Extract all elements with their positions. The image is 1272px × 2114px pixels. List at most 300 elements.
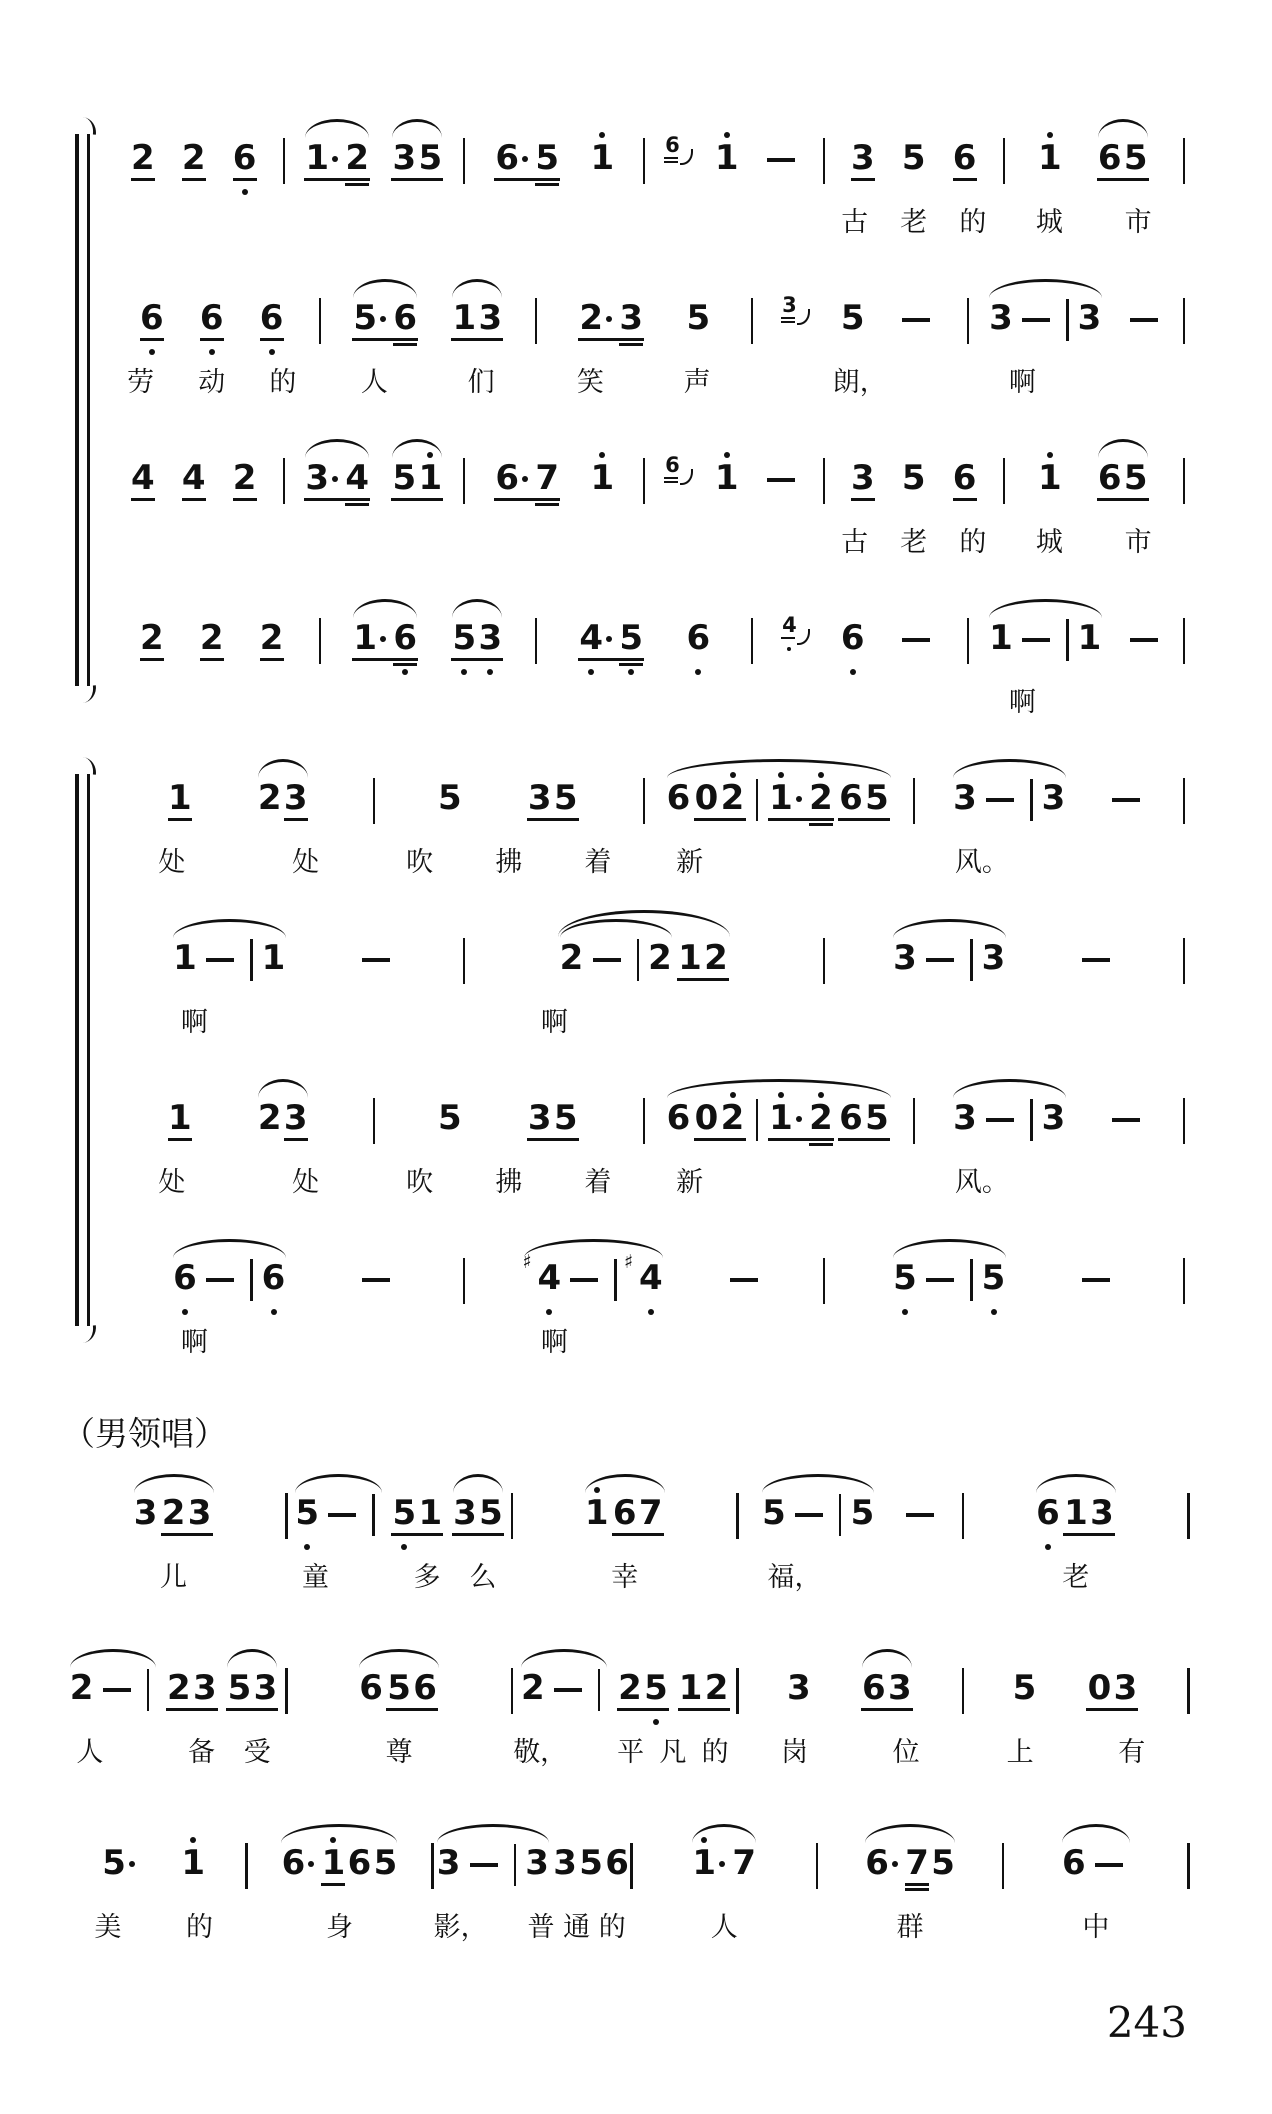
note: 2 xyxy=(520,1668,545,1708)
lyrics-row xyxy=(375,846,643,882)
sharp-icon: ♯ xyxy=(522,1251,532,1273)
slur-group xyxy=(890,932,1009,996)
note: 6 xyxy=(839,778,863,818)
augmentation-dot xyxy=(522,156,528,162)
note: 5 xyxy=(981,1252,1007,1316)
note: 5 xyxy=(579,1843,603,1883)
measure xyxy=(62,1662,285,1772)
lyric-syllable: 凡 xyxy=(659,1737,687,1768)
measure xyxy=(513,1662,736,1772)
duration-underline xyxy=(233,498,257,501)
note: 1 xyxy=(989,618,1013,658)
note: 3 xyxy=(850,132,876,196)
note: 6 xyxy=(1097,458,1122,498)
barline xyxy=(1066,619,1069,661)
octave-dot-low xyxy=(149,349,155,355)
lyric-syllable: 着 xyxy=(584,1167,612,1198)
lyrics-row xyxy=(964,1736,1187,1772)
duration-underline xyxy=(168,1138,192,1141)
lyric-syllable: 影， xyxy=(433,1912,488,1943)
lyric-syllable: 动 xyxy=(198,367,226,398)
system-accolade xyxy=(75,134,90,686)
slur-group xyxy=(518,1662,611,1726)
lyric-syllable: 岗 xyxy=(781,1737,809,1768)
duration-dash xyxy=(1095,1863,1123,1867)
duration-dash xyxy=(1022,638,1050,642)
note: 2 xyxy=(139,612,165,676)
notes-row xyxy=(1005,452,1183,526)
lyrics-row xyxy=(465,206,643,242)
slur-group xyxy=(356,1662,442,1726)
beam-group xyxy=(164,1662,220,1726)
measure xyxy=(818,1837,1001,1947)
duration-underline xyxy=(664,157,678,159)
solo-section xyxy=(62,1412,1190,1947)
lyric-syllable: 古 xyxy=(841,527,869,558)
lyric-syllable: 人 xyxy=(710,1912,738,1943)
lyric-syllable xyxy=(284,1326,463,1362)
lyric-syllable xyxy=(753,366,824,402)
duration-dash xyxy=(362,958,390,962)
measure xyxy=(825,932,1183,1042)
note: 2 xyxy=(720,1092,746,1156)
lyric-syllable xyxy=(823,1166,912,1202)
barline xyxy=(1183,298,1186,344)
augmentation-dot xyxy=(380,636,386,642)
slur-group xyxy=(302,452,372,516)
note: 3 xyxy=(1041,778,1066,818)
measure xyxy=(825,1252,1183,1362)
note: 3 xyxy=(786,1668,811,1708)
duration-underline xyxy=(345,183,369,186)
music-line xyxy=(62,1487,1190,1597)
slur-group xyxy=(582,1487,668,1551)
measure xyxy=(753,612,967,722)
slur-group xyxy=(449,292,505,356)
lyric-syllable: 的 xyxy=(185,1912,213,1943)
slur-group xyxy=(890,1252,1009,1316)
lyrics-row xyxy=(62,1736,285,1772)
note: 3 xyxy=(893,938,917,978)
notes-row xyxy=(105,772,373,846)
duration-underline xyxy=(619,343,643,346)
lyrics-row xyxy=(105,526,283,562)
augmentation-dot xyxy=(332,476,338,482)
augmentation-dot xyxy=(892,1861,898,1867)
music-line xyxy=(105,452,1185,562)
duration-underline xyxy=(781,317,795,319)
note: 6 xyxy=(612,1493,637,1533)
notes-row xyxy=(62,1487,285,1561)
note: 6 xyxy=(359,1668,383,1708)
lyrics-row xyxy=(969,686,1183,722)
lyric-syllable: 普 xyxy=(527,1912,555,1943)
slur-group xyxy=(278,1837,400,1901)
lyric-syllable: 的 xyxy=(269,367,297,398)
notes-row xyxy=(633,1837,816,1911)
lyric-syllable: 处 xyxy=(158,1167,186,1198)
lyric-syllable: 吹 xyxy=(406,1167,434,1198)
duration-dash xyxy=(1130,318,1158,322)
octave-dot-high xyxy=(1047,132,1053,138)
note: 3 xyxy=(850,452,876,516)
measure xyxy=(105,612,319,722)
octave-dot-low xyxy=(487,669,493,675)
note: 5 xyxy=(479,1493,503,1533)
beam-group xyxy=(766,772,836,836)
note: 6 xyxy=(172,1252,198,1316)
lyric-syllable: 市 xyxy=(1124,527,1152,558)
note: 3 xyxy=(477,612,503,676)
slur-group xyxy=(555,932,734,996)
duration-underline xyxy=(284,818,308,821)
note: 7 xyxy=(638,1493,663,1533)
note: ♯ 4 xyxy=(638,1252,664,1316)
barline xyxy=(1183,138,1186,184)
note: 3 xyxy=(453,1493,477,1533)
measure xyxy=(105,1252,463,1362)
note: 7 xyxy=(732,1843,757,1883)
note: 6 xyxy=(840,612,866,676)
lyrics-row xyxy=(825,1326,1183,1362)
note: 5 xyxy=(892,1252,918,1316)
lyrics-row xyxy=(537,686,751,722)
duration-underline xyxy=(200,338,224,341)
note: 6 xyxy=(280,1837,320,1901)
slur-group xyxy=(350,292,420,356)
note: 4 xyxy=(578,612,618,676)
measure xyxy=(825,452,1003,562)
note: 6 xyxy=(139,292,165,356)
notes-row xyxy=(645,1092,913,1166)
measure xyxy=(62,1487,285,1597)
beam-group xyxy=(692,772,748,836)
system-accolade xyxy=(75,774,90,1326)
measure xyxy=(285,132,463,242)
octave-dot-high xyxy=(730,1092,736,1098)
note: 6 xyxy=(261,1252,287,1316)
lyric-syllable xyxy=(1049,1166,1183,1202)
note: 1 xyxy=(418,1493,443,1533)
augmentation-dot xyxy=(522,476,528,482)
note: 2 xyxy=(648,938,672,978)
notes-row xyxy=(465,132,643,206)
note: 1 xyxy=(714,132,740,196)
augmentation-dot xyxy=(380,316,386,322)
slur-group xyxy=(557,932,676,996)
grace-slur-hook xyxy=(797,629,810,645)
duration-dash xyxy=(986,798,1014,802)
beam-group xyxy=(692,1092,748,1156)
note: 2 xyxy=(130,132,156,196)
lyric-syllable: 童 xyxy=(301,1562,329,1593)
note: 1 xyxy=(678,938,702,978)
lyrics-row xyxy=(645,1166,913,1202)
note: 5 xyxy=(553,778,578,818)
duration-dash xyxy=(767,478,795,482)
note: 4 xyxy=(181,452,207,516)
note: 2 xyxy=(808,772,834,836)
slur-group xyxy=(255,772,311,836)
lyric-syllable: 啊 xyxy=(540,1327,568,1358)
slur-group xyxy=(521,1252,666,1316)
augmentation-dot xyxy=(332,156,338,162)
lyric-syllable xyxy=(567,1736,609,1772)
lyric-syllable: 风。 xyxy=(954,847,1009,878)
slur-group xyxy=(986,292,1105,356)
measure xyxy=(105,292,319,402)
measure xyxy=(513,1487,736,1597)
lyric-syllable: 人 xyxy=(360,367,388,398)
duration-underline xyxy=(140,338,164,341)
notes-row xyxy=(739,1487,962,1561)
measure xyxy=(288,1662,511,1772)
augmentation-dot xyxy=(796,1116,802,1122)
slur-group xyxy=(302,132,372,196)
note: 5 xyxy=(850,1493,875,1533)
beam-group xyxy=(675,932,731,996)
octave-dot-low xyxy=(787,647,791,651)
music-line xyxy=(62,1837,1190,1947)
barline xyxy=(1183,458,1186,504)
note: 6 xyxy=(666,778,691,818)
lyric-syllable: 啊 xyxy=(540,1007,568,1038)
note: 3 xyxy=(888,1668,912,1708)
octave-dot-low xyxy=(271,1309,277,1315)
beam-group xyxy=(836,772,892,836)
note: 6 xyxy=(347,1843,372,1883)
note: 1 xyxy=(167,772,193,836)
notes-row xyxy=(825,932,1183,1006)
note: 6 xyxy=(666,1098,691,1138)
note: 6 xyxy=(259,292,285,356)
lyric-syllable: 风。 xyxy=(954,1167,1009,1198)
lyrics-row xyxy=(105,366,319,402)
note: 5 xyxy=(865,778,889,818)
music-line xyxy=(105,292,1185,402)
lyric-syllable: 通 xyxy=(563,1912,591,1943)
lyrics-row xyxy=(288,1736,511,1772)
measure xyxy=(645,1092,913,1202)
measure xyxy=(62,1837,245,1947)
duration-underline xyxy=(781,321,795,323)
duration-underline xyxy=(393,663,417,666)
note: 5 xyxy=(762,1493,786,1533)
lyric-syllable: 朗， xyxy=(832,367,887,398)
duration-dash xyxy=(593,958,621,962)
note: 2 xyxy=(166,1668,191,1708)
notes-row xyxy=(1005,132,1183,206)
barline xyxy=(250,1259,253,1301)
measure xyxy=(105,452,283,562)
slur-group xyxy=(170,1252,289,1316)
lyric-syllable: 位 xyxy=(892,1737,920,1768)
note: 1 xyxy=(584,1487,610,1551)
notes-row xyxy=(465,452,643,526)
solo-label: （男领唱） xyxy=(62,1414,227,1453)
lyric-syllable: 啊 xyxy=(1008,367,1036,398)
grace-note xyxy=(781,292,810,334)
note: 1 xyxy=(352,612,392,676)
notes-row xyxy=(537,292,751,366)
lyrics-row xyxy=(915,1166,1183,1202)
lyrics-row xyxy=(645,846,913,882)
note: 3 xyxy=(187,1493,212,1533)
notes-row xyxy=(915,1092,1183,1166)
slur-group xyxy=(1095,132,1151,196)
beam-group xyxy=(525,772,581,836)
duration-underline xyxy=(260,338,284,341)
lyrics-row xyxy=(915,846,1183,882)
note: 5 xyxy=(294,1487,320,1551)
barline xyxy=(1187,1668,1190,1714)
lyric-syllable xyxy=(734,1166,823,1202)
octave-dot-low xyxy=(401,1544,407,1550)
beam-group xyxy=(1084,1662,1140,1726)
music-line xyxy=(105,1252,1185,1362)
lyric-syllable: 新 xyxy=(676,1167,704,1198)
note: 3 xyxy=(989,298,1013,338)
lyric-syllable: 儿 xyxy=(160,1562,188,1593)
notes-row xyxy=(825,1252,1183,1326)
notes-row xyxy=(105,132,283,206)
notes-row xyxy=(62,1662,285,1736)
lyric-syllable xyxy=(488,1911,524,1947)
beam-group xyxy=(576,292,646,356)
measure xyxy=(465,132,643,242)
measure xyxy=(105,1092,373,1202)
duration-underline xyxy=(809,823,833,826)
slur-group xyxy=(389,452,445,516)
notes-row xyxy=(964,1487,1187,1561)
beam-group xyxy=(766,1092,836,1156)
notes-row xyxy=(321,612,535,686)
measure xyxy=(753,292,967,402)
note: 5 xyxy=(101,1837,141,1901)
note: 6 xyxy=(952,132,978,196)
lyric-syllable xyxy=(1076,366,1183,402)
note: 5 xyxy=(451,612,477,676)
octave-dot-high xyxy=(594,1487,600,1493)
duration-dash xyxy=(1022,318,1050,322)
duration-underline xyxy=(321,1883,345,1886)
duration-underline xyxy=(851,178,875,181)
note: 3 xyxy=(253,1668,278,1708)
octave-dot-low xyxy=(991,1309,997,1315)
lyric-syllable: 处 xyxy=(158,847,186,878)
measure xyxy=(434,1837,631,1947)
note: 2 xyxy=(720,772,746,836)
slur-group xyxy=(759,1487,878,1551)
beam-group xyxy=(610,1487,666,1551)
note: 3 xyxy=(436,1843,461,1883)
music-line xyxy=(105,132,1185,242)
lyrics-row xyxy=(825,526,1003,562)
measure xyxy=(633,1837,816,1947)
duration-dash xyxy=(906,1513,934,1517)
barline xyxy=(250,939,253,981)
measure xyxy=(537,612,751,722)
lyrics-row xyxy=(248,1911,431,1947)
slur-group xyxy=(170,932,289,996)
lyric-syllable: 老 xyxy=(900,527,928,558)
measure xyxy=(969,292,1183,402)
measure xyxy=(537,292,751,402)
barline xyxy=(1183,1098,1186,1144)
duration-underline xyxy=(905,1883,929,1886)
note: ♯ 4 xyxy=(536,1252,562,1316)
barline xyxy=(598,1669,601,1711)
octave-dot-high xyxy=(818,772,824,778)
lyric-syllable: 备 xyxy=(187,1737,215,1768)
lyric-syllable: 的 xyxy=(959,207,987,238)
notes-row xyxy=(753,612,967,686)
note: 6 xyxy=(1061,1843,1086,1883)
lyrics-row xyxy=(375,1166,643,1202)
measure xyxy=(375,1092,643,1202)
lyrics-row xyxy=(818,1911,1001,1947)
grace-slur-hook xyxy=(680,469,693,485)
slur-group xyxy=(1033,1487,1119,1551)
note: 1 xyxy=(768,772,808,836)
lyric-syllable: 拂 xyxy=(495,847,523,878)
slur-group xyxy=(950,1092,1069,1156)
note: 5 xyxy=(840,298,865,338)
note: 3 xyxy=(618,292,644,356)
note: 0 xyxy=(1087,1668,1112,1708)
notes-row xyxy=(105,932,463,1006)
notes-row xyxy=(513,1662,736,1736)
duration-underline xyxy=(535,503,559,506)
lyric-syllable: 城 xyxy=(1035,207,1063,238)
measure xyxy=(248,1837,431,1947)
octave-dot-low xyxy=(588,669,594,675)
lyric-syllable: 的 xyxy=(598,1912,626,1943)
sharp-icon: ♯ xyxy=(623,1251,634,1273)
lyric-syllable: 老 xyxy=(900,207,928,238)
lyrics-row xyxy=(465,1326,823,1362)
choral-system-2 xyxy=(105,772,1185,1362)
barline xyxy=(970,939,973,981)
notes-row xyxy=(825,132,1003,206)
slur-group xyxy=(67,1662,160,1726)
lyrics-row xyxy=(465,526,643,562)
notes-row xyxy=(739,1662,962,1736)
note: 2 xyxy=(559,938,584,978)
note: 6 xyxy=(413,1668,437,1708)
notes-row xyxy=(285,132,463,206)
slur-group xyxy=(449,612,505,676)
note: 5 xyxy=(373,1843,398,1883)
lyrics-row xyxy=(969,366,1183,402)
lyric-syllable xyxy=(1049,846,1183,882)
duration-dash xyxy=(103,1688,131,1692)
notes-row xyxy=(375,772,643,846)
lyrics-row xyxy=(105,686,319,722)
note: 1 xyxy=(589,452,615,516)
note: 5 xyxy=(437,778,462,818)
measure xyxy=(1005,452,1183,562)
note: 1 xyxy=(691,1837,731,1901)
duration-dash xyxy=(926,1278,954,1282)
music-line xyxy=(105,772,1185,882)
note: 5 xyxy=(686,298,711,338)
lyric-syllable: 的 xyxy=(701,1737,729,1768)
duration-underline xyxy=(619,663,643,666)
octave-dot-high xyxy=(724,452,730,458)
lyrics-row xyxy=(645,526,823,562)
beam-group xyxy=(576,612,646,676)
